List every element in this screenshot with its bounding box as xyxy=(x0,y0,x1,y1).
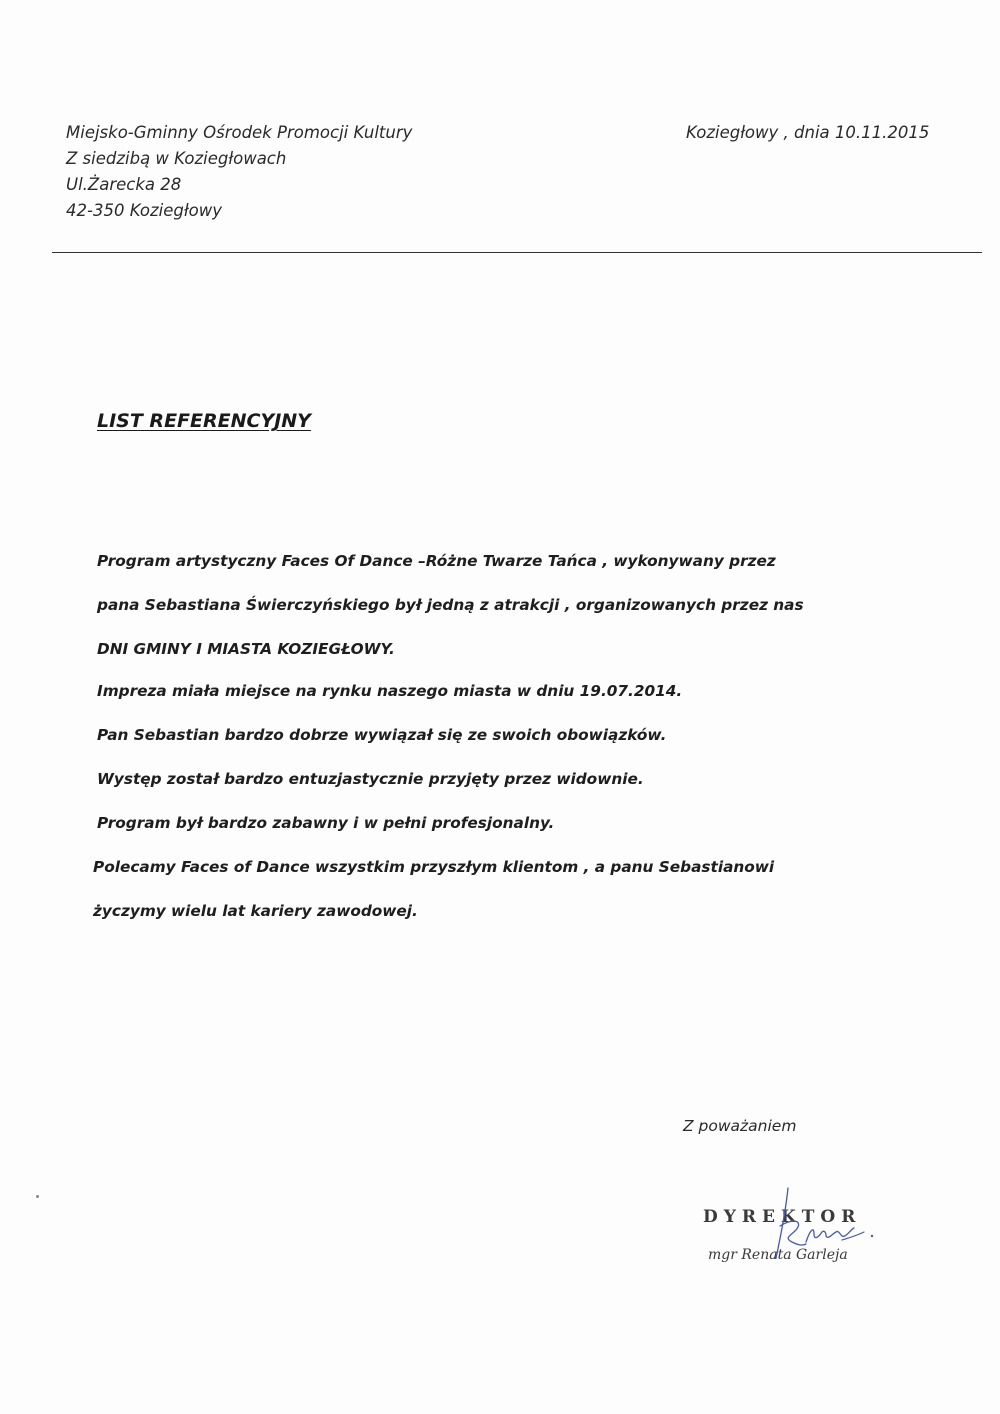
body-line: Występ został bardzo entuzjastycznie przyjęty przez widownie. xyxy=(97,770,644,788)
body-line: Program był bardzo zabawny i w pełni profesjonalny. xyxy=(97,814,555,832)
body-line: Impreza miała miejsce na rynku naszego miasta w dniu 19.07.2014. xyxy=(97,682,683,700)
body-line: Pan Sebastian bardzo dobrze wywiązał się ze swoich obowiązków. xyxy=(97,726,667,744)
body-line: Polecamy Faces of Dance wszystkim przyszłym klientom , a panu Sebastianowi xyxy=(93,858,775,876)
document-title: LIST REFERENCYJNY xyxy=(97,410,311,432)
handwritten-signature xyxy=(740,1180,890,1280)
sender-line-postal-city: 42-350 Koziegłowy xyxy=(66,201,222,220)
sender-line-seat: Z siedzibą w Koziegłowach xyxy=(66,149,287,168)
stamp-director-title: DYREKTOR xyxy=(703,1207,862,1227)
body-line: życzymy wielu lat kariery zawodowej. xyxy=(93,902,418,920)
stamp-director-name: mgr Renata Garleja xyxy=(708,1247,848,1263)
body-line: DNI GMINY I MIASTA KOZIEGŁOWY. xyxy=(97,640,395,658)
scan-speck xyxy=(36,1195,39,1198)
sender-line-street: Ul.Żarecka 28 xyxy=(66,175,182,194)
sender-line-organization: Miejsko-Gminny Ośrodek Promocji Kultury xyxy=(66,123,413,142)
closing-salutation: Z poważaniem xyxy=(683,1117,797,1135)
body-line: Program artystyczny Faces Of Dance –Różne Twarze Tańca , wykonywany przez xyxy=(97,552,776,570)
letter-date: Koziegłowy , dnia 10.11.2015 xyxy=(686,123,930,142)
body-line: pana Sebastiana Świerczyńskiego był jedną z atrakcji , organizowanych przez nas xyxy=(97,596,804,614)
sender-address xyxy=(66,120,412,224)
header-divider xyxy=(52,252,982,253)
